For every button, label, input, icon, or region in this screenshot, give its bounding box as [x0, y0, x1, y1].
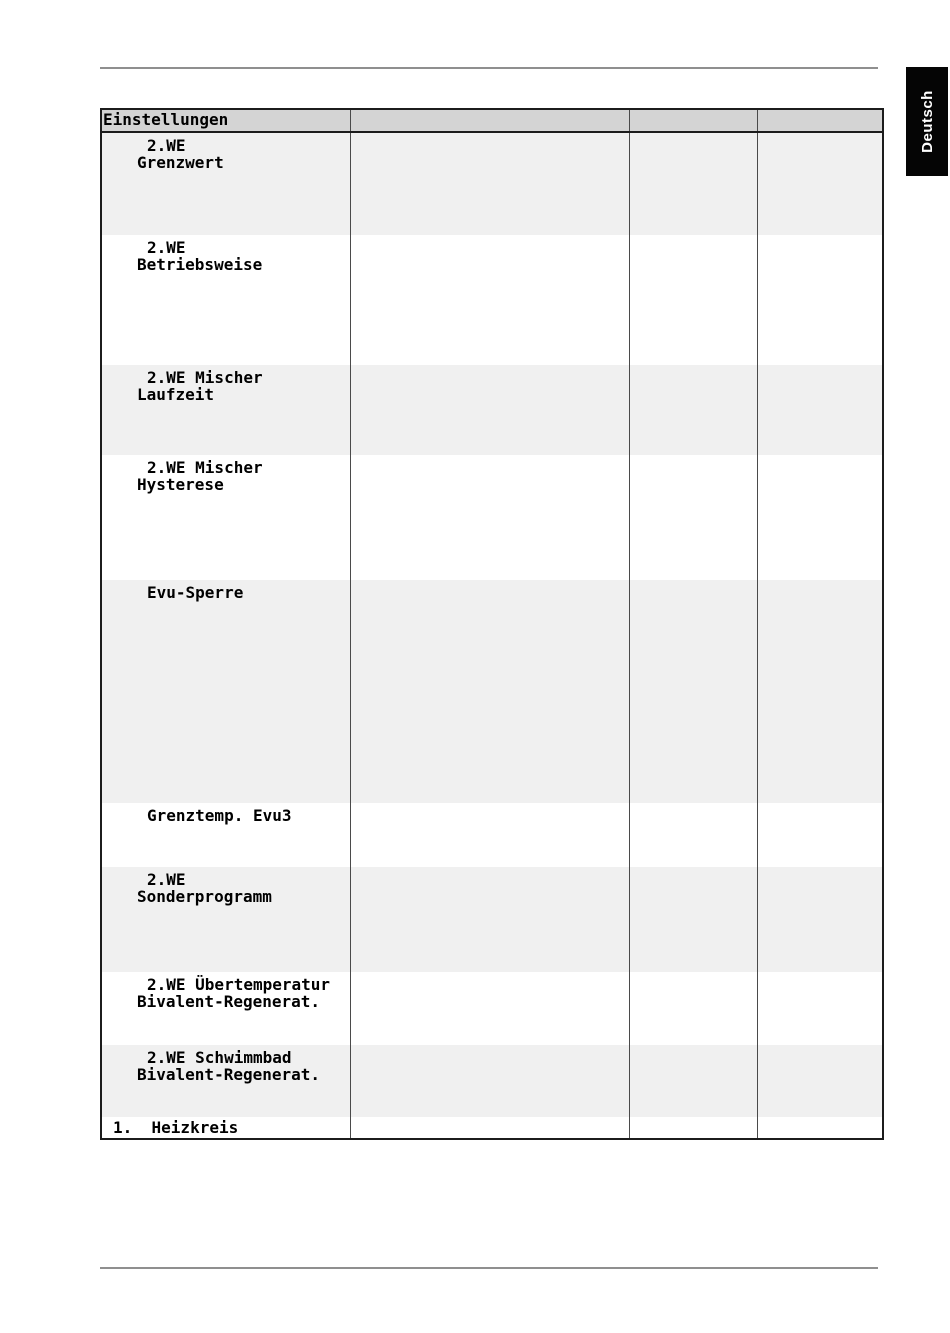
empty-cell [629, 235, 757, 365]
table-header-cell-empty [757, 110, 882, 131]
empty-cell [629, 867, 757, 972]
setting-label-line1: 2.WE [147, 238, 186, 257]
empty-cell [350, 1045, 629, 1117]
setting-name-cell [102, 1045, 350, 1117]
empty-cell [350, 580, 629, 803]
setting-name-cell [102, 235, 350, 365]
empty-cell [757, 133, 882, 235]
setting-label-line2: Bivalent-Regenerat. [137, 1065, 321, 1084]
empty-cell [757, 455, 882, 580]
table-row [102, 365, 882, 455]
table-row [102, 1045, 882, 1117]
setting-label-line2: Sonderprogramm [137, 887, 272, 906]
table-row [102, 803, 882, 867]
bottom-rule [100, 1267, 878, 1269]
setting-name-cell [102, 803, 350, 867]
setting-label-line1: 2.WE [147, 870, 186, 889]
setting-label-line1: 2.WE [147, 136, 186, 155]
empty-cell [629, 803, 757, 867]
setting-label-line2: Hysterese [137, 475, 224, 494]
empty-cell [629, 1045, 757, 1117]
setting-label-line2: Bivalent-Regenerat. [137, 992, 321, 1011]
table-row [102, 867, 882, 972]
table-row [102, 972, 882, 1045]
empty-cell [629, 455, 757, 580]
setting-name-cell [102, 580, 350, 803]
setting-label-line2: Laufzeit [137, 385, 215, 404]
table-row [102, 1117, 882, 1138]
table-row [102, 580, 882, 803]
setting-label-line1: 1. Heizkreis [113, 1118, 239, 1137]
empty-cell [757, 972, 882, 1045]
table-row [102, 455, 882, 580]
setting-name-cell [102, 365, 350, 455]
table-header-cell-empty [629, 110, 757, 131]
language-tab-label: Deutsch [918, 90, 936, 153]
table-row [102, 133, 882, 235]
setting-label-line1: 2.WE Mischer [147, 458, 263, 477]
empty-cell [350, 972, 629, 1045]
empty-cell [629, 133, 757, 235]
setting-name-cell [102, 133, 350, 235]
top-rule [100, 67, 878, 69]
table-header-row [102, 110, 882, 133]
empty-cell [757, 580, 882, 803]
empty-cell [757, 803, 882, 867]
empty-cell [757, 1045, 882, 1117]
empty-cell [350, 867, 629, 972]
setting-name-cell [102, 972, 350, 1045]
language-tab-deutsch [906, 67, 948, 176]
setting-label-line2: Grenzwert [137, 153, 224, 172]
table-title: Einstellungen [103, 110, 229, 129]
empty-cell [350, 455, 629, 580]
empty-cell [757, 365, 882, 455]
setting-label-line1: Grenztemp. Evu3 [147, 806, 292, 825]
setting-label-line1: 2.WE Übertemperatur [147, 975, 331, 994]
table-header-cell [102, 110, 350, 131]
settings-table [100, 108, 884, 1140]
empty-cell [350, 803, 629, 867]
table-header-cell-empty [350, 110, 629, 131]
empty-cell [350, 133, 629, 235]
empty-cell [757, 235, 882, 365]
setting-label-line2: Betriebsweise [137, 255, 263, 274]
empty-cell [629, 365, 757, 455]
setting-name-cell [102, 455, 350, 580]
setting-label-line1: 2.WE Mischer [147, 368, 263, 387]
empty-cell [350, 365, 629, 455]
table-row [102, 235, 882, 365]
setting-label-line1: 2.WE Schwimmbad [147, 1048, 292, 1067]
setting-name-cell [102, 867, 350, 972]
empty-cell [629, 972, 757, 1045]
empty-cell [629, 1117, 757, 1138]
empty-cell [757, 867, 882, 972]
empty-cell [350, 235, 629, 365]
empty-cell [757, 1117, 882, 1138]
setting-name-cell [102, 1117, 350, 1138]
empty-cell [629, 580, 757, 803]
setting-label-line1: Evu-Sperre [147, 583, 244, 602]
empty-cell [350, 1117, 629, 1138]
